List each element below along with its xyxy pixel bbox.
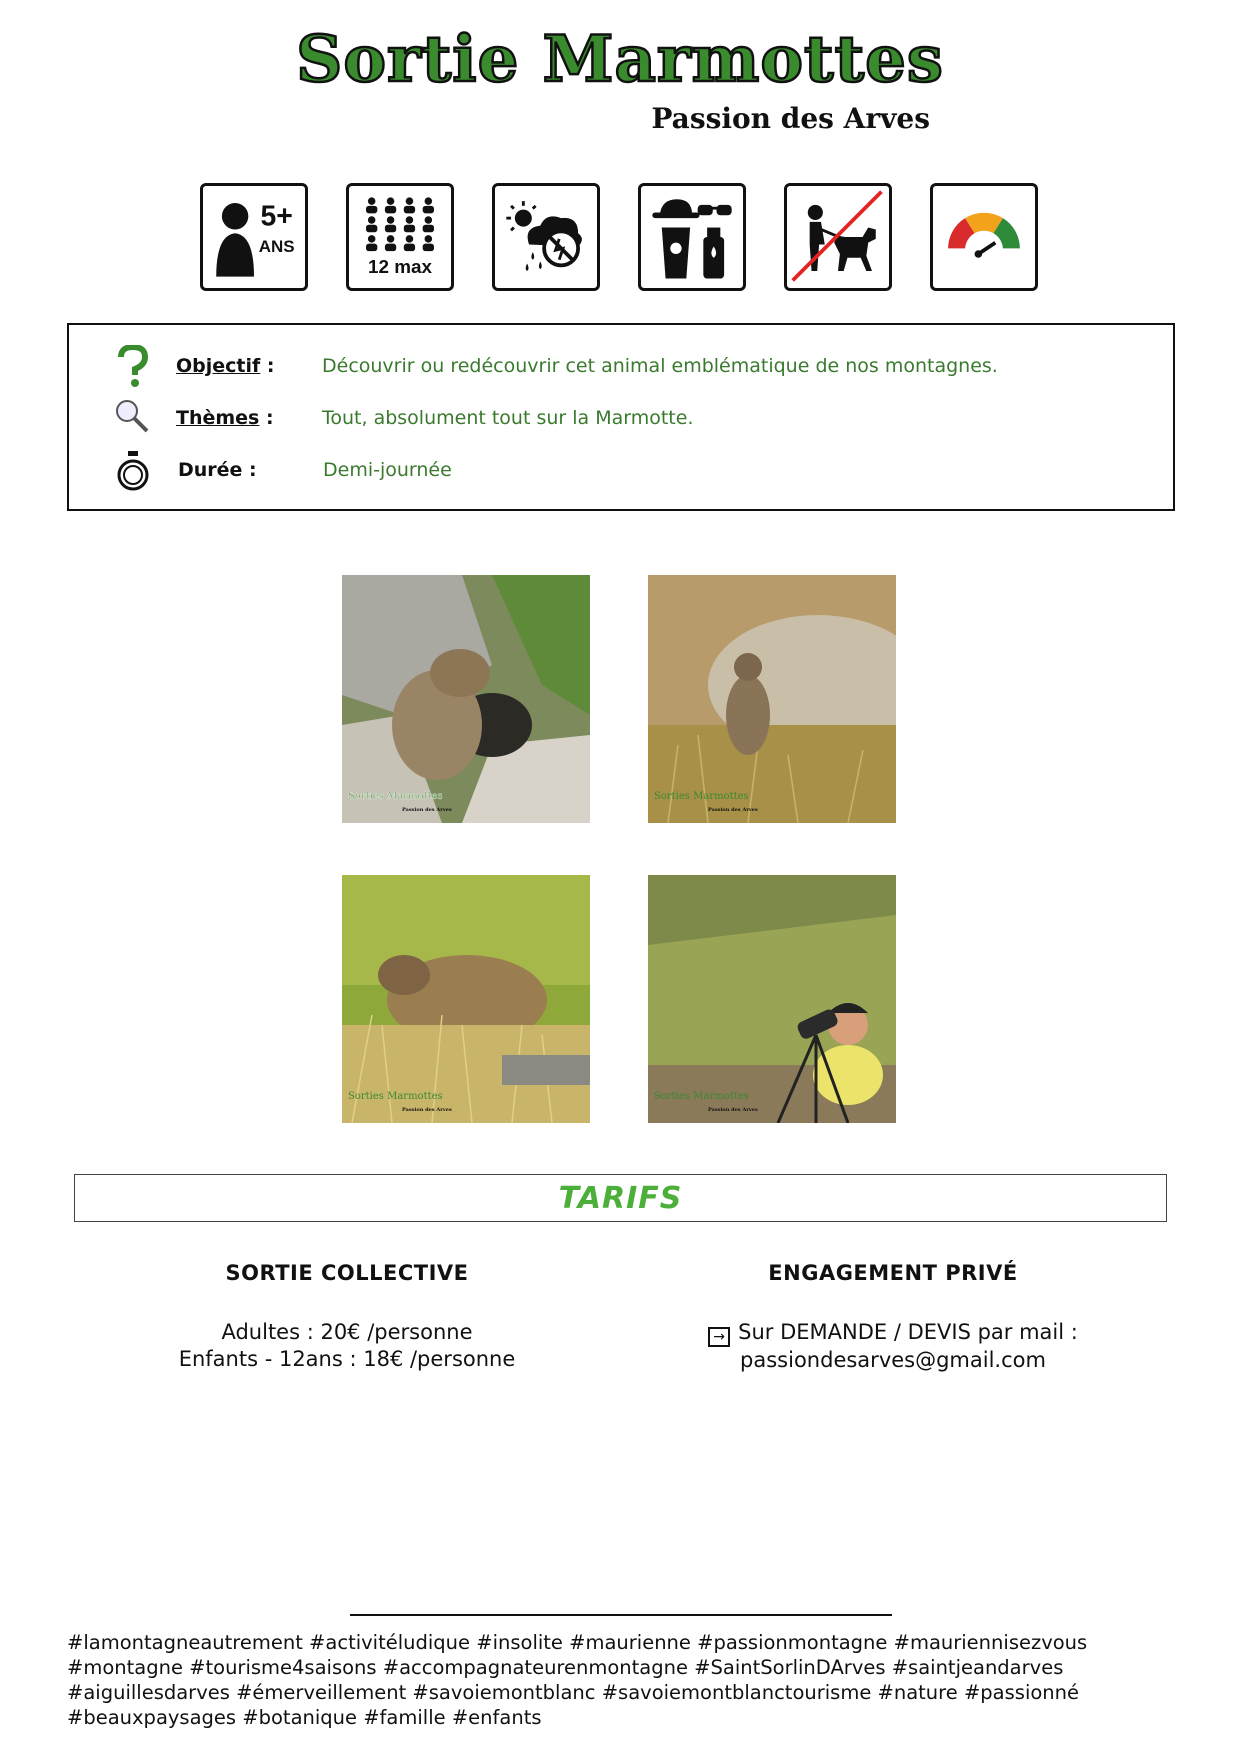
- stopwatch-icon: [113, 449, 153, 493]
- private-pricing: [633, 1261, 1153, 1374]
- activity-icons: [200, 183, 1050, 295]
- child-age-icon: [200, 183, 308, 291]
- page-subtitle: Passion des Arves: [651, 102, 930, 135]
- objectif-separator: :: [266, 355, 275, 377]
- group-size-icon: [346, 183, 454, 291]
- objectif-value: Découvrir ou redécouvrir cet animal emblématique de nos montagnes.: [322, 355, 998, 377]
- private-title: ENGAGEMENT PRIVÉ: [768, 1261, 1018, 1285]
- weather-icon: [492, 183, 600, 291]
- objectif-row: [69, 347, 1173, 387]
- difficulty-gauge-icon: [930, 183, 1038, 291]
- person-icon: [366, 197, 377, 213]
- arrow-right-icon: →: [708, 1327, 730, 1347]
- private-request-text: Sur DEMANDE / DEVIS par mail :: [738, 1320, 1078, 1344]
- question-mark-icon: [113, 345, 153, 389]
- duree-label: Durée :: [178, 459, 257, 481]
- collective-title: SORTIE COLLECTIVE: [225, 1261, 469, 1285]
- page-title: Sortie Marmottes: [296, 22, 944, 97]
- group-size-text: 12 max: [367, 256, 433, 278]
- sun-protection-icon: [638, 183, 746, 291]
- adult-price: Adultes : 20€ /personne: [221, 1320, 473, 1344]
- themes-label: Thèmes: [176, 407, 260, 429]
- child-price: Enfants - 12ans : 18€ /personne: [178, 1347, 516, 1371]
- person-icon: [423, 216, 434, 232]
- age-subtext: ANS: [258, 237, 295, 257]
- person-icon: [366, 216, 377, 232]
- photo-watermark-sub: Passion des Arves: [402, 1107, 452, 1113]
- photo-watermark-title: Sorties Marmottes: [348, 791, 443, 802]
- photo-watermark-title: Sorties Marmottes: [348, 1091, 443, 1102]
- divider: [350, 1614, 892, 1616]
- no-dogs-icon: [784, 183, 892, 291]
- photo-watermark-sub: Passion des Arves: [708, 1107, 758, 1113]
- person-icon: [366, 235, 377, 251]
- photo-marmot-grass: [342, 875, 590, 1123]
- photo-observer-telescope: [648, 875, 896, 1123]
- objectif-label: Objectif: [176, 355, 261, 377]
- person-icon: [385, 216, 396, 232]
- hashtags: #lamontagneautrement #activitéludique #insolite #maurienne #passionmontagne #mauriennisezvous #montagne #tourisme4saisons #accompagnateurenmontagne #SaintSorlinDArves #saintjeandarves #aiguillesdarves #émerveillement #savoiemontblanc #savoiemontblanctourisme #nature #passionné #beauxpaysages #botanique #famille #enfants: [67, 1631, 1088, 1729]
- photo-watermark-title: Sorties Marmottes: [654, 1091, 749, 1102]
- duree-row: [69, 451, 1173, 491]
- age-text: 5+: [260, 200, 293, 233]
- person-icon: [385, 235, 396, 251]
- photo-watermark-sub: Passion des Arves: [708, 807, 758, 813]
- themes-value: Tout, absolument tout sur la Marmotte.: [322, 407, 694, 429]
- contact-email[interactable]: passiondesarves@gmail.com: [740, 1348, 1046, 1372]
- magnifier-icon: [113, 397, 153, 441]
- photo-watermark-sub: Passion des Arves: [402, 807, 452, 813]
- photo-watermark-title: Sorties Marmottes: [654, 791, 749, 802]
- duree-value: Demi-journée: [323, 459, 452, 481]
- themes-separator: :: [266, 407, 274, 429]
- tarifs-heading: TARIFS: [558, 1181, 683, 1216]
- person-icon: [404, 216, 415, 232]
- photo-marmot-burrow: [342, 575, 590, 823]
- person-icon: [404, 197, 415, 213]
- person-icon: [423, 235, 434, 251]
- person-icon: [423, 197, 434, 213]
- collective-pricing: [147, 1261, 547, 1373]
- person-icon: [404, 235, 415, 251]
- tarifs-banner: [74, 1174, 1167, 1222]
- themes-row: [69, 399, 1173, 439]
- person-icon: [385, 197, 396, 213]
- photo-marmot-rock: [648, 575, 896, 823]
- info-box: [67, 323, 1175, 511]
